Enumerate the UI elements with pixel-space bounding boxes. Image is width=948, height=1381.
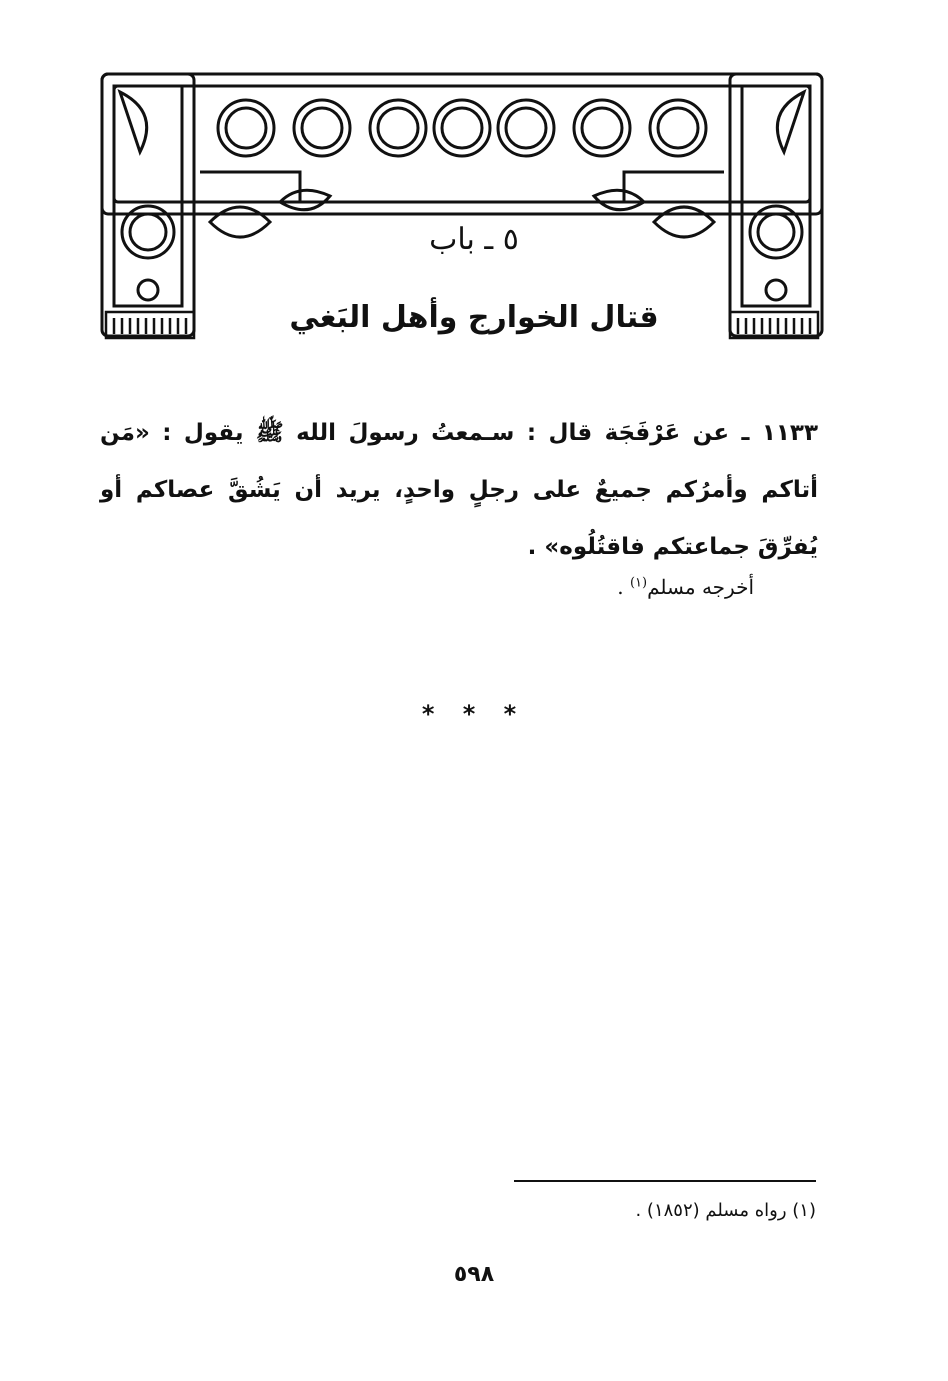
takhrij-end: . — [617, 575, 630, 599]
takhrij-line — [617, 575, 754, 599]
footnote-divider — [514, 1180, 816, 1182]
page-number: ٥٩٨ — [453, 1262, 495, 1287]
chapter-title: قتال الخوارج وأهل البَغي — [289, 300, 659, 335]
takhrij-text: أخرجه مسلم — [647, 575, 754, 599]
section-separator: * * * — [421, 700, 527, 728]
footnote: (١) رواه مسلم (١٨٥٢) . — [635, 1200, 816, 1221]
footnote-ref[interactable]: (١) — [629, 575, 648, 591]
chapter-number: ٥ ـ باب — [429, 222, 519, 257]
hadith-text: ١١٣٣ ـ عن عَرْفَجَة قال : سـمعتُ رسولَ الله ﷺ يقول : «مَن أتاكم وأمرُكم جميعٌ على رجلٍ واحدٍ، يريد أن يَشُقَّ عصاكم أو يُفرِّقَ جماعتكم فاقتُلُوه» . — [100, 420, 818, 560]
